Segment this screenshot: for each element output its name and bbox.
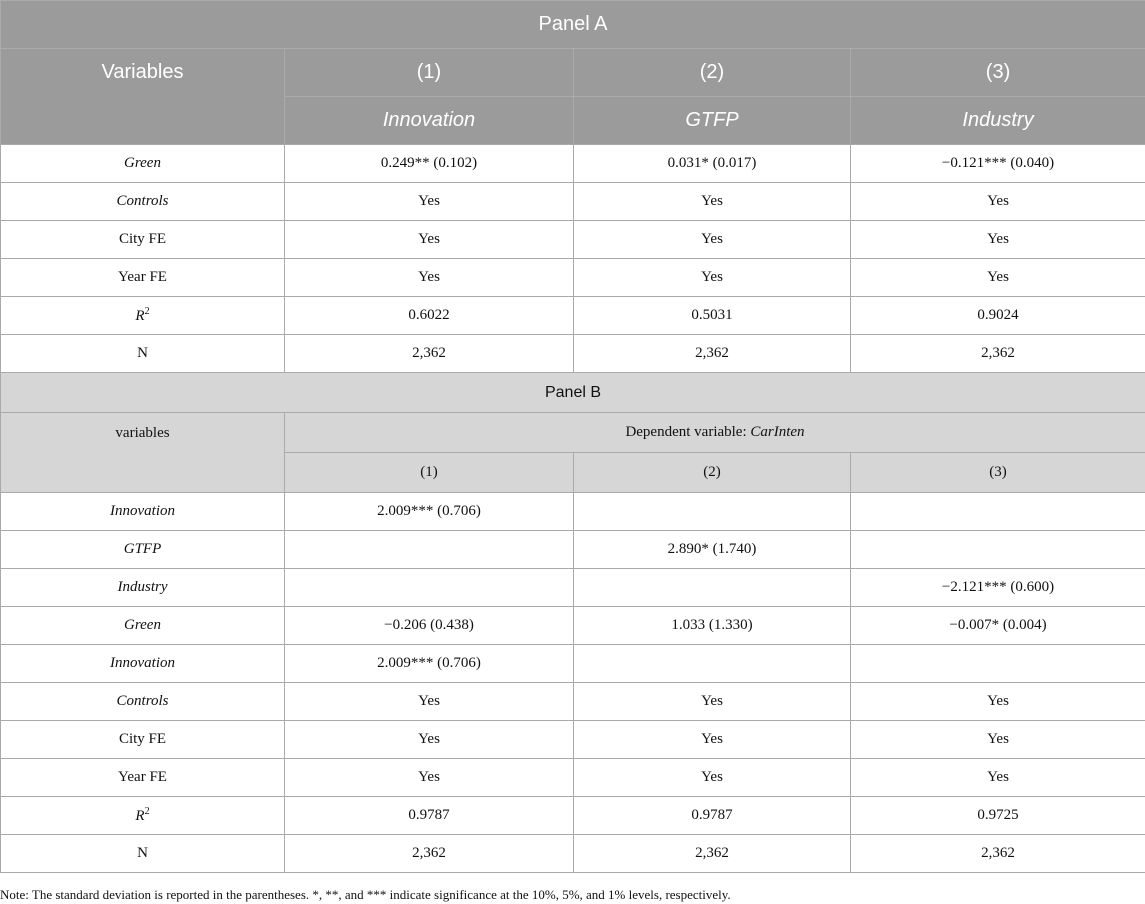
table-cell: Yes <box>285 259 574 297</box>
row-label: Innovation <box>1 645 285 683</box>
table-row <box>1 335 1145 373</box>
table-cell: 2,362 <box>574 835 851 873</box>
table-row <box>1 259 1145 297</box>
table-cell: Yes <box>851 259 1145 297</box>
table-cell: Yes <box>285 759 574 797</box>
table-cell: 2,362 <box>851 335 1145 373</box>
panel-a-col-name: Industry <box>851 97 1145 145</box>
table-cell: Yes <box>285 183 574 221</box>
row-label: GTFP <box>1 531 285 569</box>
row-label: N <box>1 835 285 873</box>
table-cell: Yes <box>574 183 851 221</box>
table-cell: Yes <box>851 221 1145 259</box>
row-label: Industry <box>1 569 285 607</box>
table-row <box>1 531 1145 569</box>
table-cell: Yes <box>851 183 1145 221</box>
panel-a-body <box>1 145 1145 373</box>
panel-a-col-number: (3) <box>851 49 1145 97</box>
panel-a-col-number: (1) <box>285 49 574 97</box>
table-cell <box>285 531 574 569</box>
table-row <box>1 721 1145 759</box>
panel-a-variables-header: Variables <box>1 49 285 145</box>
row-label: Green <box>1 607 285 645</box>
table-cell: 2,362 <box>285 335 574 373</box>
table-cell: −0.206 (0.438) <box>285 607 574 645</box>
table-cell: −0.007* (0.004) <box>851 607 1145 645</box>
table-cell: 2,362 <box>285 835 574 873</box>
table-cell: Yes <box>285 221 574 259</box>
table-cell <box>851 645 1145 683</box>
table-row <box>1 797 1145 835</box>
row-label: Year FE <box>1 759 285 797</box>
table-cell: 0.9787 <box>285 797 574 835</box>
table-row <box>1 645 1145 683</box>
panel-a-col-name: Innovation <box>285 97 574 145</box>
table-cell: Yes <box>574 221 851 259</box>
table-cell: 0.031* (0.017) <box>574 145 851 183</box>
row-label: Green <box>1 145 285 183</box>
row-label: Year FE <box>1 259 285 297</box>
row-label: City FE <box>1 221 285 259</box>
table-cell: 2.009*** (0.706) <box>285 645 574 683</box>
panel-a-title: Panel A <box>1 1 1145 49</box>
table-row <box>1 145 1145 183</box>
table-row <box>1 835 1145 873</box>
table-cell: 2,362 <box>574 335 851 373</box>
table-cell: 2,362 <box>851 835 1145 873</box>
row-label: City FE <box>1 721 285 759</box>
table-cell: 2.009*** (0.706) <box>285 493 574 531</box>
table-cell: Yes <box>574 721 851 759</box>
table-row <box>1 759 1145 797</box>
table-cell: Yes <box>285 683 574 721</box>
dependent-var: CarInten <box>750 424 805 440</box>
row-label: Controls <box>1 683 285 721</box>
table-cell: 0.249** (0.102) <box>285 145 574 183</box>
table-note: Note: The standard deviation is reported in the parentheses. *, **, and *** indicate significance at the 10%, 5%, and 1% levels, respectively. <box>0 887 731 902</box>
table-cell: −0.121*** (0.040) <box>851 145 1145 183</box>
panel-b-col-number: (1) <box>285 453 574 493</box>
table-cell <box>285 569 574 607</box>
dependent-prefix: Dependent variable: <box>625 424 751 440</box>
table-cell: 0.9725 <box>851 797 1145 835</box>
panel-b-body <box>1 493 1145 873</box>
table-row <box>1 569 1145 607</box>
table-row <box>1 683 1145 721</box>
row-label: Controls <box>1 183 285 221</box>
table-cell: 0.6022 <box>285 297 574 335</box>
table-cell: 0.9787 <box>574 797 851 835</box>
table-row <box>1 493 1145 531</box>
table-cell: Yes <box>574 683 851 721</box>
table-cell: Yes <box>851 759 1145 797</box>
table-row <box>1 607 1145 645</box>
row-label: N <box>1 335 285 373</box>
panel-b-dependent-header <box>285 413 1145 453</box>
table-cell <box>851 531 1145 569</box>
table-cell <box>574 645 851 683</box>
table-cell: −2.121*** (0.600) <box>851 569 1145 607</box>
row-label: $R^2$ <box>1 797 285 835</box>
panel-a-col-number: (2) <box>574 49 851 97</box>
table-cell <box>851 493 1145 531</box>
table-row <box>1 297 1145 335</box>
table-cell: 2.890* (1.740) <box>574 531 851 569</box>
table-cell: 1.033 (1.330) <box>574 607 851 645</box>
panel-a-col-name: GTFP <box>574 97 851 145</box>
panel-b-title: Panel B <box>1 373 1145 413</box>
table-cell: Yes <box>285 721 574 759</box>
table-cell <box>574 493 851 531</box>
table-row <box>1 183 1145 221</box>
panel-b-col-number: (3) <box>851 453 1145 493</box>
table-cell: 0.5031 <box>574 297 851 335</box>
table-cell: 0.9024 <box>851 297 1145 335</box>
table-cell: Yes <box>851 721 1145 759</box>
panel-b-col-number: (2) <box>574 453 851 493</box>
panel-b-variables-header: variables <box>1 413 285 493</box>
table-cell: Yes <box>574 259 851 297</box>
table-cell <box>574 569 851 607</box>
table-cell: Yes <box>851 683 1145 721</box>
row-label: $R^2$ <box>1 297 285 335</box>
table-row <box>1 221 1145 259</box>
table-cell: Yes <box>574 759 851 797</box>
row-label: Innovation <box>1 493 285 531</box>
